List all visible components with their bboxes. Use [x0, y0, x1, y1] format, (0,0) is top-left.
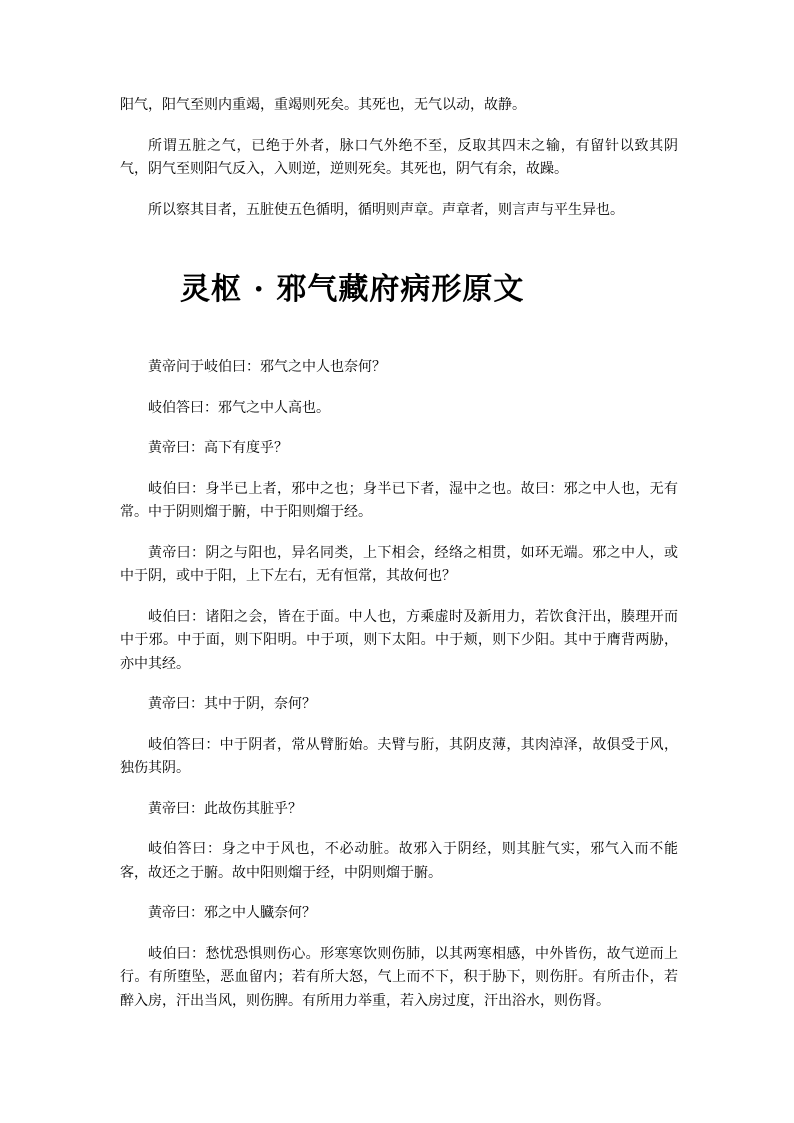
dialogue-section: [120, 356, 678, 1013]
paragraph: 阳气，阳气至则内重竭，重竭则死矣。其死也，无气以动，故静。: [120, 97, 526, 113]
intro-section: [120, 94, 678, 222]
paragraph: 岐伯答曰：邪气之中人高也。: [148, 399, 330, 416]
paragraph: 岐伯曰：诸阳之会，皆在于面。中人也，方乘虚时及新用力，若饮食汗出，腠理开而中于邪。中于面，则下阳明。中于项，则下太阳。中于颊，则下少阳。其中于膺背两胁，亦中其经。: [120, 608, 678, 672]
section-title: 灵枢 · 邪气藏府病形原文: [180, 272, 525, 307]
paragraph: 黄帝曰：阴之与阳也，异名同类，上下相会，经络之相贯，如环无端。邪之中人，或中于阴，或中于阳，上下左右，无有恒常，其故何也？: [120, 544, 678, 584]
paragraph: 所以察其目者，五脏使五色循明，循明则声章。声章者，则言声与平生异也。: [148, 201, 624, 218]
paragraph: 岐伯答曰：身之中于风也，不必动脏。故邪入于阴经，则其脏气实，邪气入而不能客，故还之于腑。故中阳则熘于经，中阴则熘于腑。: [120, 841, 678, 881]
paragraph: 黄帝曰：邪之中人臓奈何？: [148, 905, 316, 921]
paragraph: 岐伯曰：身半已上者，邪中之也；身半已下者，湿中之也。故曰：邪之中人也，无有常。中于阴则熘于腑，中于阳则熘于经。: [120, 480, 678, 520]
paragraph: 黄帝曰：其中于阴，奈何？: [148, 696, 316, 712]
paragraph: 岐伯答曰：中于阴者，常从臂胻始。夫臂与胻，其阴皮薄，其肉淖泽，故俱受于风，独伤其阴。: [120, 736, 678, 776]
paragraph: 黄帝曰：高下有度乎？: [148, 440, 288, 456]
paragraph: 所谓五脏之气，已绝于外者，脉口气外绝不至，反取其四末之输，有留针以致其阴气，阴气至则阳气反入，入则逆，逆则死矣。其死也，阴气有余，故躁。: [120, 137, 678, 177]
paragraph: 黄帝曰：此故伤其脏乎？: [148, 800, 302, 817]
paragraph: 岐伯曰：愁忧恐惧则伤心。形寒寒饮则伤肺，以其两寒相感，中外皆伤，故气逆而上行。有所堕坠，恶血留内；若有所大怒，气上而不下，积于胁下，则伤肝。有所击仆，若醉入房，汗出当风，则伤脾。有所用力举重，若入房过度，汗出浴水，则伤肾。: [120, 945, 678, 1009]
paragraph: 黄帝问于岐伯曰：邪气之中人也奈何？: [148, 359, 386, 375]
